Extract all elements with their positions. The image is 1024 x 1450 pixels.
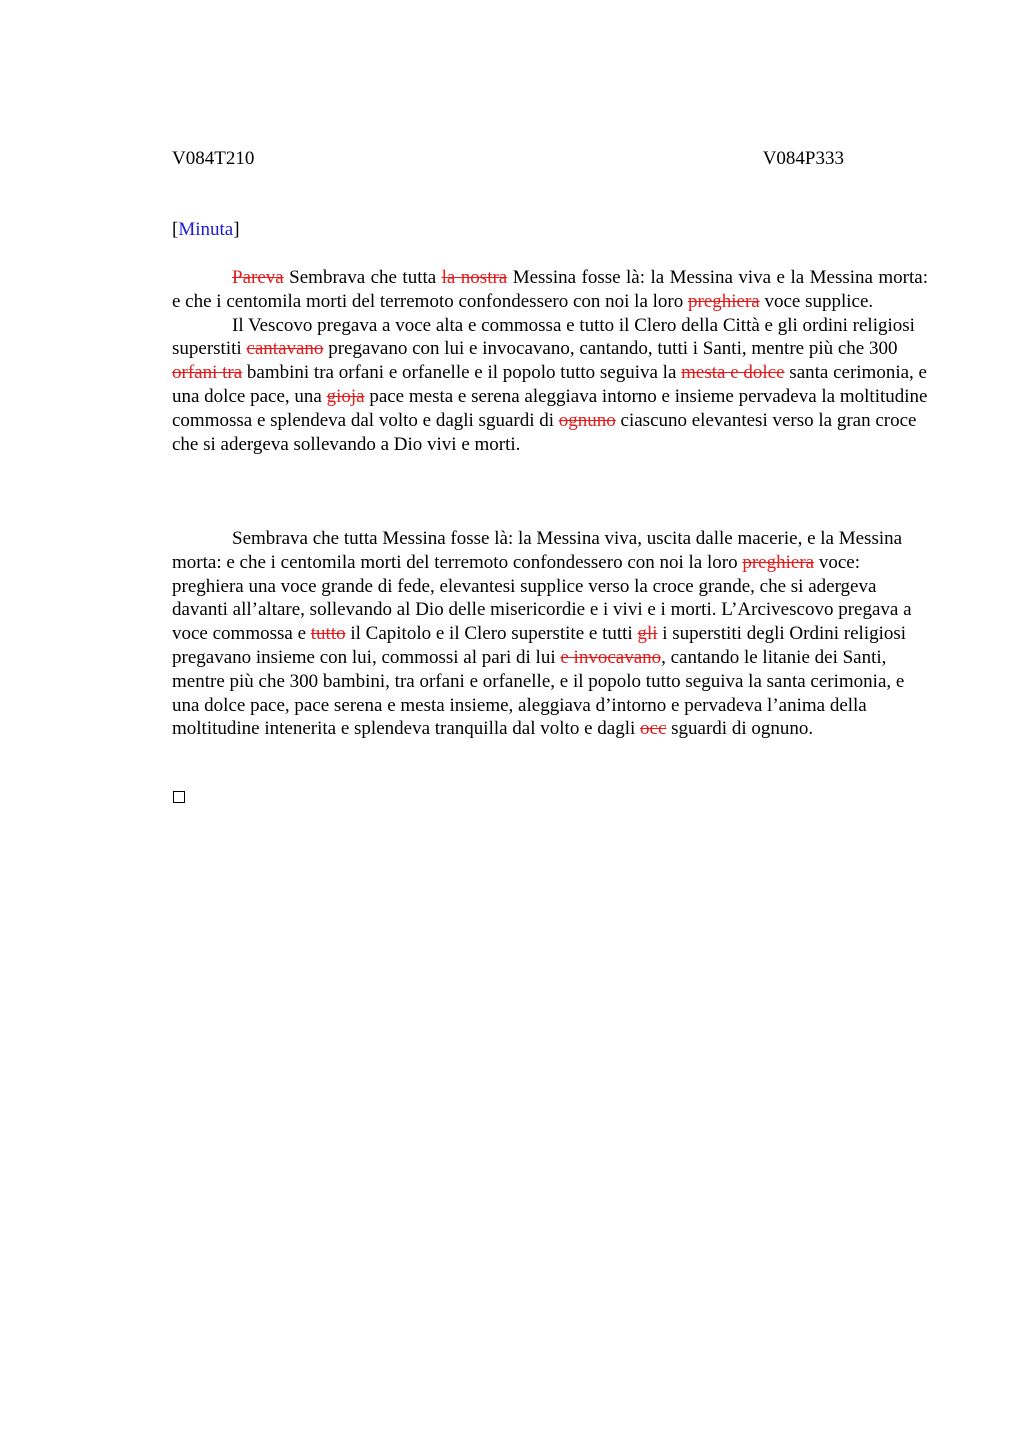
deleted-text: preghiera: [688, 290, 760, 312]
deleted-text: mesta e dolce: [681, 362, 785, 384]
first-draft-block: [172, 266, 928, 456]
paragraph-text: pace mesta e serena aleggiava intorno e insieme pervadeva la moltitudine commossa e splendeva dal volto e dagli sguardi di: [172, 385, 928, 431]
draft-label-close-bracket: ]: [233, 219, 240, 240]
deleted-text: preghiera: [742, 551, 815, 573]
draft-label: [172, 218, 240, 241]
paragraph-2: [172, 314, 928, 457]
paragraph-text: Sembrava che tutta: [283, 267, 442, 288]
paragraph-text: ciascuno elevantesi verso la gran croce che si adergeva sollevando a Dio vivi e morti.: [172, 409, 917, 455]
deleted-text: gli: [637, 623, 658, 645]
second-draft-block: [172, 527, 928, 741]
volume-page-code: V084P333: [762, 148, 844, 169]
deleted-text: tutto: [310, 623, 346, 645]
paragraph-text: il Capitolo e il Clero superstite e tutti: [345, 623, 638, 645]
paragraph-text: voce: preghiera una voce grande di fede, elevantesi supplice verso la croce grande, che si adergeva davanti all’altare, sollevando al Dio delle misericordie e i vivi e i morti. L’Arcivescovo pregava a voce commossa e: [172, 551, 912, 645]
paragraph-3: [172, 527, 928, 741]
paragraph-text: i superstiti degli Ordini religiosi pregavano insieme con lui, commossi al pari di lui: [172, 623, 907, 668]
paragraph-1: [172, 266, 928, 314]
paragraph-text: Il Vescovo pregava a voce alta e commossa e tutto il Clero della Città e gli ordini religiosi superstiti: [172, 314, 915, 360]
paragraph-text: Sembrava che tutta Messina fosse là: la Messina viva, uscita dalle macerie, e la Messina morta: e che i centomila morti del terremoto confondessero con noi la loro: [172, 528, 903, 573]
draft-label-link[interactable]: Minuta: [178, 219, 234, 240]
paragraph-text: bambini tra orfani e orfanelle e il popolo tutto seguiva la: [242, 362, 682, 384]
end-marker-square-icon: [173, 791, 185, 803]
deleted-text: la nostra: [441, 267, 508, 288]
deleted-text: ognuno: [558, 409, 616, 431]
deleted-text: orfani tra: [172, 362, 243, 384]
paragraph-text: , cantando le litanie dei Santi, mentre più che 300 bambini, tra orfani e orfanelle, e il popolo tutto seguiva la santa cerimonia, e una dolce pace, pace serena e mesta insieme, aleggiava d’intorno e pervadeva l’anima della moltitudine intenerita e splendeva tranquilla dal volto e dagli: [172, 646, 905, 740]
paragraph-text: sguardi di ognuno.: [666, 718, 814, 740]
volume-text-code: V084T210: [172, 148, 255, 169]
document-codes-header: [172, 147, 844, 170]
draft-label-open-bracket: [: [172, 219, 179, 240]
deleted-text: Pareva: [232, 267, 284, 288]
paragraph-text: Messina fosse là: la Messina viva e la Messina morta: e che i centomila morti del terremoto confondessero con noi la loro: [172, 267, 928, 312]
paragraph-text: pregavano con lui e invocavano, cantando, tutti i Santi, mentre più che 300: [323, 338, 898, 360]
deleted-text: occ: [640, 718, 667, 740]
paragraph-text: santa cerimonia, e una dolce pace, una: [172, 362, 927, 407]
deleted-text: e invocavano: [560, 646, 662, 668]
deleted-text: gioja: [326, 385, 365, 407]
deleted-text: cantavano: [246, 338, 324, 360]
paragraph-text: voce supplice.: [759, 290, 874, 312]
